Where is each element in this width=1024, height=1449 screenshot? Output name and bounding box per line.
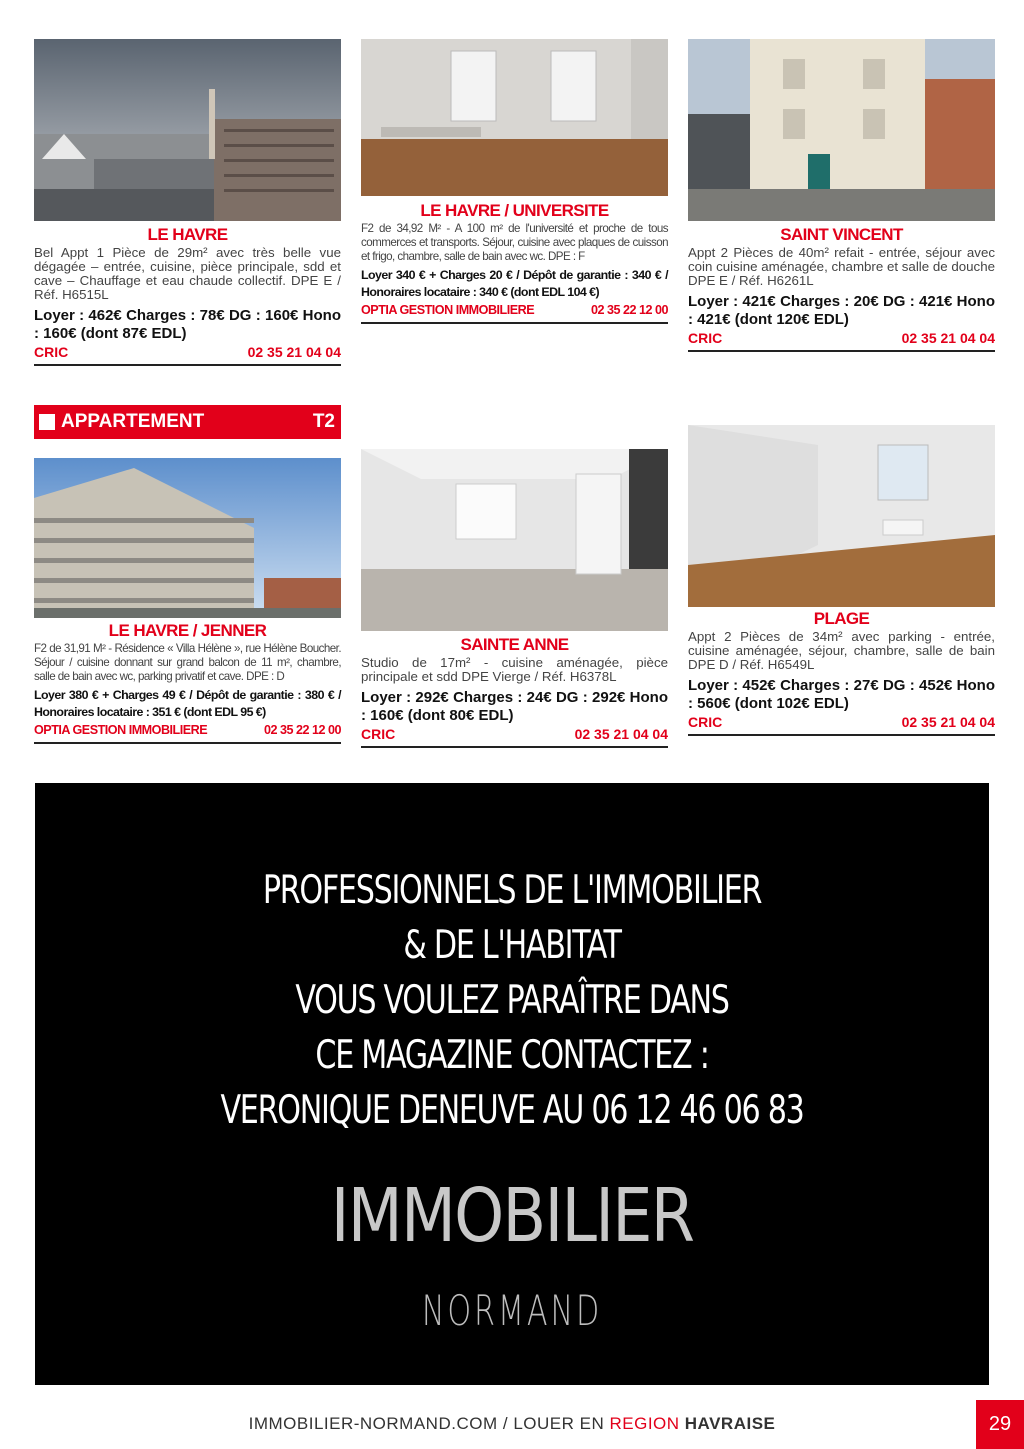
listing-agency-row bbox=[688, 329, 995, 352]
listing-city: LE HAVRE / JENNER bbox=[108, 621, 267, 640]
footer-region: REGION bbox=[609, 1414, 680, 1433]
page-footer bbox=[0, 1414, 1024, 1434]
agency-name: CRIC bbox=[34, 344, 69, 360]
ad-line: PROFESSIONNELS DE L'IMMOBILIER bbox=[262, 868, 762, 913]
listing-city: LE HAVRE / UNIVERSITE bbox=[420, 201, 609, 220]
agency-phone: 02 35 21 04 04 bbox=[247, 344, 341, 360]
listing-price: Loyer : 421€ Charges : 20€ DG : 421€ Hono : 421€ (dont 120€ EDL) bbox=[688, 293, 995, 328]
agency-phone: 02 35 21 04 04 bbox=[901, 714, 995, 730]
listing-photo bbox=[361, 39, 668, 196]
listing-price: Loyer : 462€ Charges : 78€ DG : 160€ Hono : 160€ (dont 87€ EDL) bbox=[34, 307, 341, 342]
listing-agency-row bbox=[361, 301, 668, 324]
listing-description: F2 de 31,91 M² - Résidence « Villa Hélène », rue Hélène Boucher. Séjour / cuisine donnant sur grand balcon de 11 m², chambre, salle de bain avec wc, parking privatif et cave. DPE : D bbox=[34, 642, 341, 683]
listing-description: Appt 2 Pièces de 40m² refait - entrée, séjour avec coin cuisine aménagée, chambre et salle de douche DPE E / Réf. H6261L bbox=[688, 245, 995, 288]
listing-photo bbox=[34, 39, 341, 221]
agency-name: CRIC bbox=[688, 714, 723, 730]
section-header bbox=[34, 405, 341, 439]
listing-price: Loyer : 452€ Charges : 27€ DG : 452€ Hono : 560€ (dont 102€ EDL) bbox=[688, 677, 995, 712]
listing-city: LE HAVRE bbox=[147, 225, 228, 244]
agency-name: OPTIA GESTION IMMOBILIERE bbox=[361, 303, 535, 317]
listing-price: Loyer 380 € + Charges 49 € / Dépôt de garantie : 380 € / Honoraires locataire : 351 € (dont EDL 95 €) bbox=[34, 688, 341, 719]
listing-photo bbox=[688, 425, 995, 607]
ad-message bbox=[35, 863, 989, 1138]
listing-agency-row bbox=[361, 725, 668, 748]
listing-description: Appt 2 Pièces de 34m² avec parking - entrée, cuisine aménagée, séjour, chambre, salle de bain DPE D / Réf. H6549L bbox=[688, 629, 995, 672]
ad-line: VOUS VOULEZ PARAÎTRE DANS bbox=[295, 978, 729, 1023]
agency-name: OPTIA GESTION IMMOBILIERE bbox=[34, 723, 208, 737]
listing-description: Bel Appt 1 Pièce de 29m² avec très belle vue dégagée – entrée, cuisine, pièce principale, sdd et cave – Chauffage et eau chaude collectif. DPE E / Réf. H6515L bbox=[34, 245, 341, 302]
listing-description: F2 de 34,92 M² - A 100 m² de l'université et proche de tous commerces et transports. Séjour, cuisine avec plaques de cuisson et frigo, chambre, salle de bain avec wc. DPE : F bbox=[361, 222, 668, 263]
listing-agency-row bbox=[34, 721, 341, 744]
agency-name: CRIC bbox=[361, 726, 396, 742]
listing-price: Loyer : 292€ Charges : 24€ DG : 292€ Hono : 160€ (dont 80€ EDL) bbox=[361, 689, 668, 724]
footer-site: IMMOBILIER-NORMAND.COM bbox=[248, 1414, 498, 1433]
agency-name: CRIC bbox=[688, 330, 723, 346]
advertisement-block bbox=[35, 783, 989, 1385]
footer-city: HAVRAISE bbox=[684, 1414, 776, 1433]
agency-phone: 02 35 22 12 00 bbox=[590, 303, 668, 317]
listing-photo bbox=[34, 458, 341, 618]
listing-agency-row bbox=[34, 343, 341, 366]
listing-price: Loyer 340 € + Charges 20 € / Dépôt de garantie : 340 € / Honoraires locataire : 340 € (dont EDL 104 €) bbox=[361, 268, 668, 299]
square-icon bbox=[39, 414, 55, 430]
agency-phone: 02 35 22 12 00 bbox=[263, 723, 341, 737]
listing-city: PLAGE bbox=[813, 609, 870, 628]
brand-logo-title: IMMOBILIER bbox=[330, 1173, 694, 1259]
ad-line: VERONIQUE DENEUVE AU 06 12 46 06 83 bbox=[220, 1088, 804, 1133]
section-label: APPARTEMENT bbox=[61, 411, 205, 432]
agency-phone: 02 35 21 04 04 bbox=[574, 726, 668, 742]
listing-photo bbox=[688, 39, 995, 221]
listing-agency-row bbox=[688, 713, 995, 736]
section-type: T2 bbox=[312, 411, 335, 432]
listing-city: SAINT VINCENT bbox=[780, 225, 903, 244]
ad-line: & DE L'HABITAT bbox=[403, 923, 621, 968]
brand-logo-subtitle: NORMAND bbox=[421, 1286, 603, 1335]
listing-description: Studio de 17m² - cuisine aménagée, pièce principale et sdd DPE Vierge / Réf. H6378L bbox=[361, 655, 668, 684]
page-number: 29 bbox=[976, 1400, 1024, 1449]
ad-line: CE MAGAZINE CONTACTEZ : bbox=[315, 1033, 709, 1078]
footer-louer: LOUER EN bbox=[513, 1414, 605, 1433]
footer-separator: / bbox=[502, 1414, 509, 1433]
agency-phone: 02 35 21 04 04 bbox=[901, 330, 995, 346]
listing-photo bbox=[361, 449, 668, 631]
listing-city: SAINTE ANNE bbox=[460, 635, 569, 654]
